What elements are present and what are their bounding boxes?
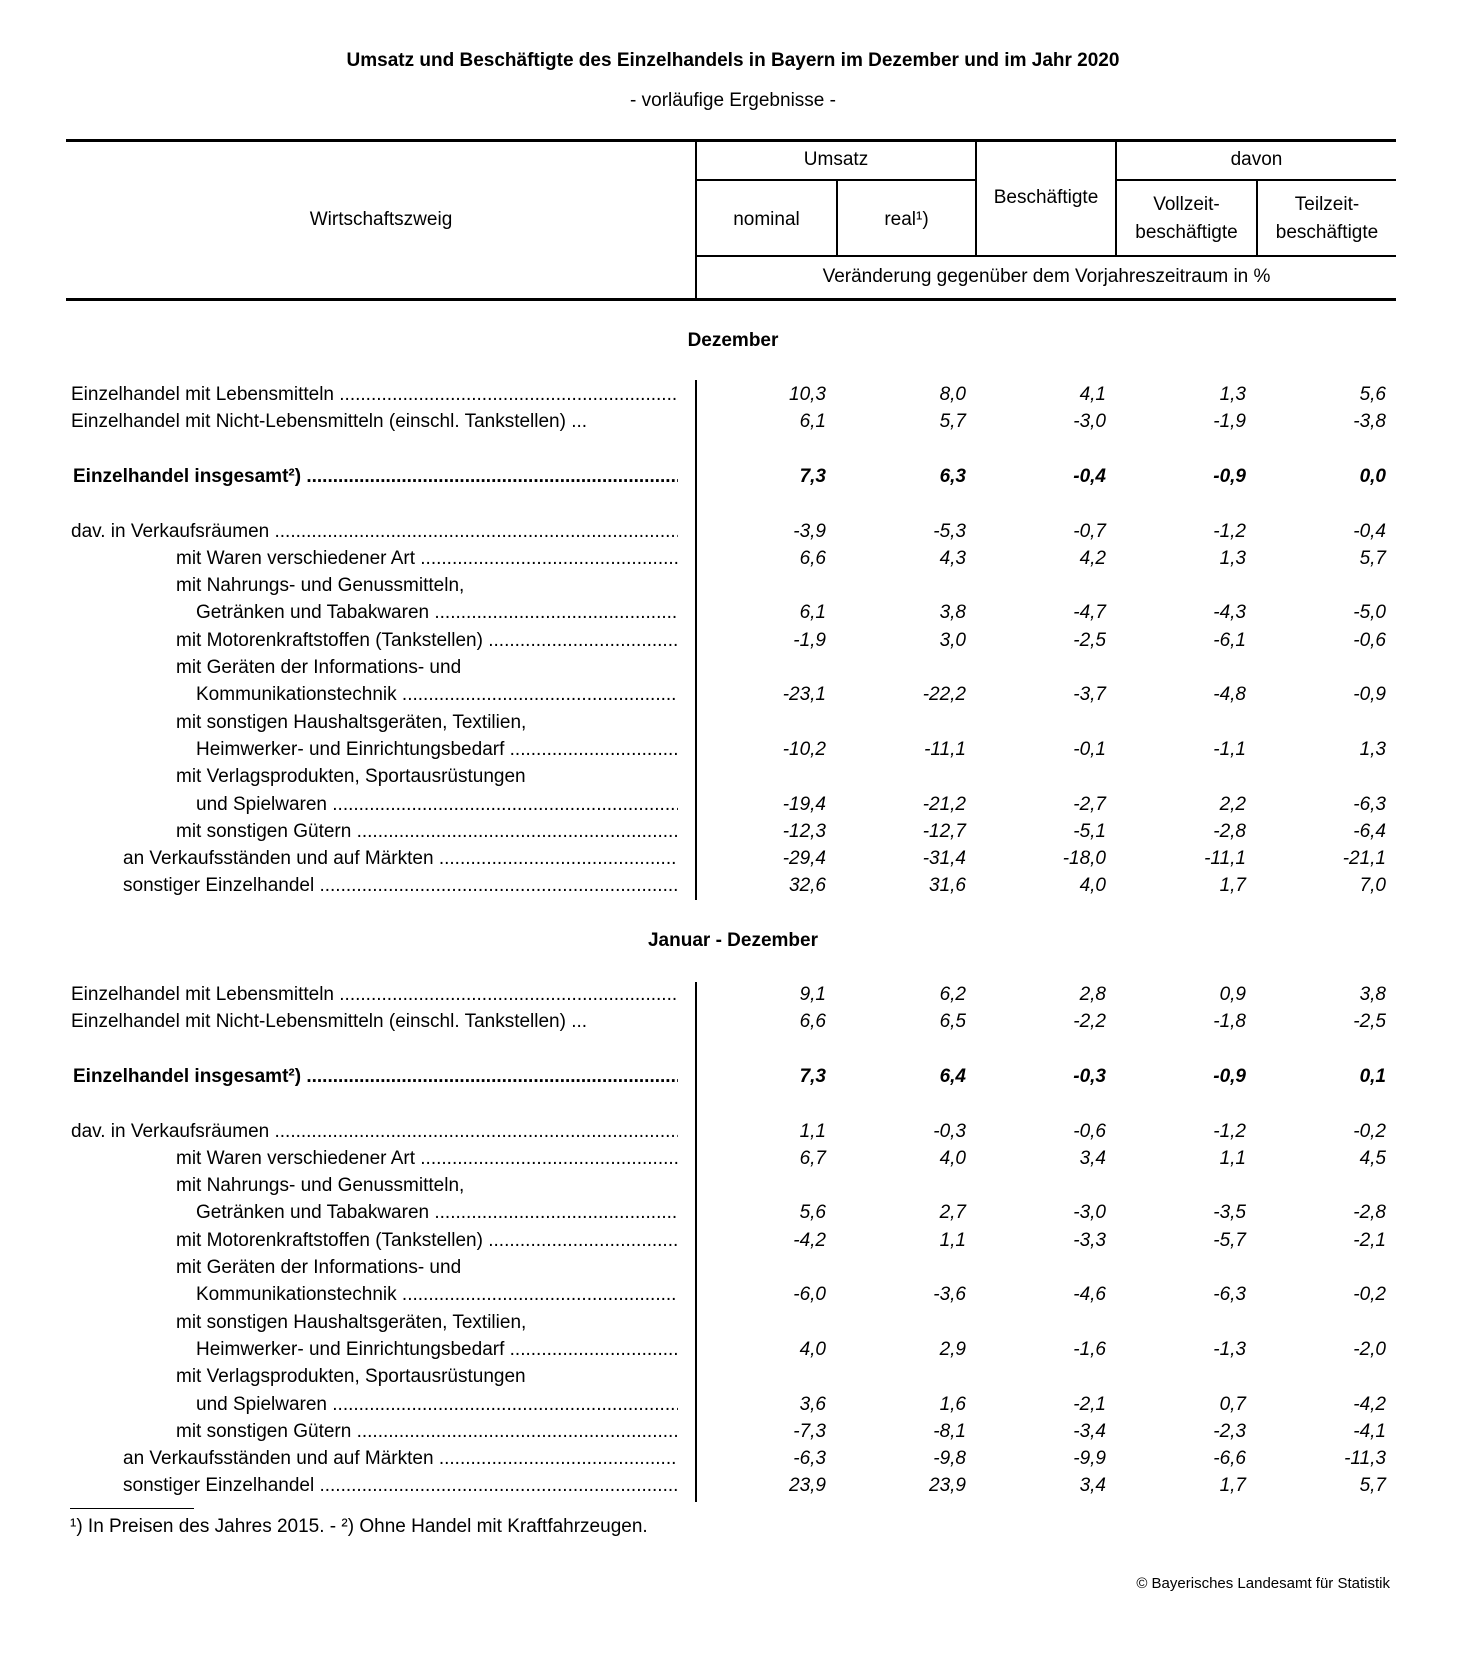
header-teilzeit-line2: beschäftigte <box>1275 222 1379 243</box>
row-label: an Verkaufsständen und auf Märkten ..... <box>123 1448 678 1470</box>
row-label: mit Verlagsprodukten, Sportausrüstungen <box>176 766 526 788</box>
table-row <box>0 384 1466 411</box>
row-value: 4,1 <box>1079 384 1106 405</box>
row-label: mit Waren verschiedener Art ..... <box>176 1148 678 1170</box>
table-row <box>0 521 1466 548</box>
row-value: -7,3 <box>793 1420 826 1442</box>
table-row <box>0 984 1466 1011</box>
table-row <box>0 411 1466 438</box>
row-label: und Spielwaren ..... <box>196 794 678 816</box>
copyright: © Bayerisches Landesamt für Statistik <box>1136 1575 1390 1592</box>
row-value: 3,6 <box>799 1393 826 1415</box>
header-davon: davon <box>1230 149 1283 170</box>
row-value: 6,5 <box>939 1011 966 1033</box>
row-value: -2,1 <box>1353 1229 1386 1251</box>
header-veraenderung: Veränderung gegenüber dem Vorjahreszeitraum in % <box>822 266 1271 287</box>
row-value: -6,4 <box>1353 820 1386 842</box>
row-value: -3,9 <box>793 520 826 542</box>
row-value: 5,6 <box>799 1202 826 1224</box>
row-value: -2,3 <box>1213 1420 1246 1442</box>
footnote-rule <box>70 1508 194 1509</box>
row-label: dav. in Verkaufsräumen ..... <box>71 521 678 543</box>
row-value: -21,1 <box>1342 848 1386 870</box>
row-value: 23,9 <box>929 1475 966 1497</box>
row-value: -3,4 <box>1073 1420 1106 1442</box>
row-value: 6,6 <box>799 547 826 569</box>
row-label: Einzelhandel mit Nicht-Lebensmitteln (einschl. Tankstellen) ... <box>71 1011 588 1033</box>
row-value: -29,4 <box>782 848 826 870</box>
row-value: 0,1 <box>1359 1065 1386 1087</box>
row-label: sonstiger Einzelhandel ..... <box>123 875 678 897</box>
row-value: -10,2 <box>782 738 826 760</box>
row-value: 1,3 <box>1359 738 1386 760</box>
row-value: -6,0 <box>793 1284 826 1306</box>
table-row <box>0 1475 1466 1502</box>
table-row <box>0 821 1466 848</box>
row-value: 4,0 <box>939 1147 966 1169</box>
row-value: 4,0 <box>799 1338 826 1360</box>
row-value: -2,7 <box>1073 793 1106 815</box>
footnote: ¹) In Preisen des Jahres 2015. - ²) Ohne Handel mit Kraftfahrzeugen. <box>70 1516 648 1537</box>
row-value: 6,6 <box>799 1011 826 1033</box>
row-value: 6,1 <box>799 602 826 624</box>
row-value: -0,9 <box>1213 465 1246 487</box>
row-label: Einzelhandel mit Lebensmitteln ..... <box>71 984 678 1006</box>
row-label: mit sonstigen Gütern ..... <box>176 821 678 843</box>
table-row <box>0 466 1466 493</box>
table-row <box>0 712 1466 739</box>
row-value: 1,7 <box>1219 1475 1246 1497</box>
row-value: -2,8 <box>1353 1202 1386 1224</box>
row-label: Getränken und Tabakwaren ..... <box>196 602 678 624</box>
row-value: -0,6 <box>1073 1120 1106 1142</box>
row-value: -2,5 <box>1073 629 1106 651</box>
row-value: -3,0 <box>1073 1202 1106 1224</box>
table-row <box>0 1230 1466 1257</box>
row-value: 3,8 <box>939 602 966 624</box>
header-vollzeit <box>1117 191 1256 247</box>
row-value: 2,9 <box>939 1338 966 1360</box>
row-label: Einzelhandel insgesamt²) ..... <box>73 466 678 488</box>
table-row <box>0 1175 1466 1202</box>
row-value: 0,0 <box>1359 465 1386 487</box>
table-row <box>0 1011 1466 1038</box>
row-label: Heimwerker- und Einrichtungsbedarf ..... <box>196 1339 678 1361</box>
row-value: -1,8 <box>1213 1011 1246 1033</box>
row-label: Kommunikationstechnik ..... <box>196 1284 678 1306</box>
row-value: -23,1 <box>782 684 826 706</box>
row-value: 3,8 <box>1359 984 1386 1005</box>
row-label: Einzelhandel mit Nicht-Lebensmitteln (einschl. Tankstellen) ... <box>71 411 588 433</box>
row-value: -6,3 <box>1213 1284 1246 1306</box>
row-value: 23,9 <box>789 1475 826 1497</box>
header-umsatz: Umsatz <box>803 149 869 170</box>
row-label: mit Geräten der Informations- und <box>176 657 462 678</box>
row-label: mit sonstigen Gütern ..... <box>176 1421 678 1443</box>
row-value: -21,2 <box>922 793 966 815</box>
table-row <box>0 1257 1466 1284</box>
row-value: -19,4 <box>782 793 826 815</box>
row-value: -3,7 <box>1073 684 1106 706</box>
row-label: mit Verlagsprodukten, Sportausrüstungen <box>176 1366 526 1388</box>
row-value: 1,1 <box>939 1229 966 1251</box>
row-value: -6,3 <box>793 1448 826 1470</box>
row-value: -1,1 <box>1213 738 1246 760</box>
table-row <box>0 657 1466 684</box>
row-value: 4,3 <box>939 547 966 569</box>
row-value: 5,7 <box>1359 547 1386 569</box>
row-value: -6,1 <box>1213 629 1246 651</box>
row-value: -0,4 <box>1353 520 1386 542</box>
row-value: 1,1 <box>1219 1147 1246 1169</box>
table-row <box>0 1339 1466 1366</box>
row-label: mit Motorenkraftstoffen (Tankstellen) ..... <box>176 1230 678 1252</box>
row-value: 4,5 <box>1359 1147 1386 1169</box>
row-label: an Verkaufsständen und auf Märkten ..... <box>123 848 678 870</box>
row-value: -2,0 <box>1353 1338 1386 1360</box>
table-row <box>0 875 1466 902</box>
row-value: 1,3 <box>1219 384 1246 405</box>
row-label: Getränken und Tabakwaren ..... <box>196 1202 678 1224</box>
row-value: 4,2 <box>1079 547 1106 569</box>
row-label: Kommunikationstechnik ..... <box>196 684 678 706</box>
row-value: -3,6 <box>933 1284 966 1306</box>
row-label: Einzelhandel insgesamt²) ..... <box>73 1066 678 1088</box>
row-value: 0,7 <box>1219 1393 1246 1415</box>
header-wirtschaftszweig: Wirtschaftszweig <box>309 209 453 230</box>
row-value: 7,3 <box>799 1065 826 1087</box>
table-row <box>0 630 1466 657</box>
row-value: -2,5 <box>1353 1011 1386 1033</box>
row-value: -0,9 <box>1213 1065 1246 1087</box>
row-value: -1,2 <box>1213 520 1246 542</box>
header-beschaeftigte: Beschäftigte <box>993 187 1099 208</box>
header-vollzeit-line2: beschäftigte <box>1135 222 1238 243</box>
row-value: 6,7 <box>799 1147 826 1169</box>
row-value: 2,8 <box>1079 984 1106 1005</box>
row-value: -1,3 <box>1213 1338 1246 1360</box>
row-value: -4,1 <box>1353 1420 1386 1442</box>
row-value: -11,1 <box>924 738 966 760</box>
row-value: -0,7 <box>1073 520 1106 542</box>
row-value: 1,3 <box>1219 547 1246 569</box>
row-value: -5,3 <box>933 520 966 542</box>
table-row <box>0 739 1466 766</box>
row-label: mit Geräten der Informations- und <box>176 1257 462 1278</box>
row-label: und Spielwaren ..... <box>196 1394 678 1416</box>
table-row <box>0 684 1466 711</box>
row-label: mit Motorenkraftstoffen (Tankstellen) ..... <box>176 630 678 652</box>
row-value: -9,9 <box>1073 1448 1106 1470</box>
row-value: -5,0 <box>1353 602 1386 624</box>
table-row <box>0 1121 1466 1148</box>
header-vollzeit-line1: Vollzeit- <box>1153 194 1220 215</box>
row-value: 2,7 <box>939 1202 966 1224</box>
table-row <box>0 1148 1466 1175</box>
row-label: mit sonstigen Haushaltsgeräten, Textilien, <box>176 711 527 733</box>
header-rule-subcols <box>696 255 1396 257</box>
row-value: -0,3 <box>1073 1065 1106 1087</box>
row-value: -0,2 <box>1353 1284 1386 1306</box>
row-value: -6,3 <box>1353 793 1386 815</box>
row-value: 5,7 <box>1359 1475 1386 1497</box>
row-value: -4,8 <box>1213 684 1246 706</box>
row-value: -4,3 <box>1213 602 1246 624</box>
row-value: -2,1 <box>1073 1393 1106 1415</box>
row-value: 0,9 <box>1219 984 1246 1005</box>
row-value: -2,2 <box>1073 1011 1106 1033</box>
row-value: 7,0 <box>1359 875 1386 897</box>
row-label: Heimwerker- und Einrichtungsbedarf ..... <box>196 739 678 761</box>
row-value: 5,7 <box>939 411 966 433</box>
row-value: 9,1 <box>799 984 826 1005</box>
row-value: 7,3 <box>799 465 826 487</box>
page-subtitle: - vorläufige Ergebnisse - <box>630 90 836 111</box>
row-value: 5,6 <box>1359 384 1386 405</box>
row-label: sonstiger Einzelhandel ..... <box>123 1475 678 1497</box>
row-value: -5,1 <box>1073 820 1106 842</box>
row-value: -0,3 <box>933 1120 966 1142</box>
row-value: -3,0 <box>1073 411 1106 433</box>
row-value: 1,1 <box>799 1120 826 1142</box>
table-row <box>0 766 1466 793</box>
table-row <box>0 548 1466 575</box>
table-row <box>0 602 1466 629</box>
row-value: 6,4 <box>939 1065 966 1087</box>
row-value: -1,9 <box>1213 411 1246 433</box>
row-value: -4,2 <box>793 1229 826 1251</box>
row-value: -0,6 <box>1353 629 1386 651</box>
row-value: -1,2 <box>1213 1120 1246 1142</box>
row-value: -3,5 <box>1213 1202 1246 1224</box>
row-value: 10,3 <box>789 384 826 405</box>
row-value: -9,8 <box>933 1448 966 1470</box>
table-row <box>0 794 1466 821</box>
row-value: 3,0 <box>939 629 966 651</box>
row-value: -18,0 <box>1062 848 1106 870</box>
row-value: -0,9 <box>1353 684 1386 706</box>
row-value: -0,1 <box>1073 738 1106 760</box>
row-value: -31,4 <box>922 848 966 870</box>
row-value: -1,6 <box>1073 1338 1106 1360</box>
row-value: 6,3 <box>939 465 966 487</box>
header-teilzeit-line1: Teilzeit- <box>1294 194 1360 215</box>
row-value: 4,0 <box>1079 875 1106 897</box>
row-value: -11,1 <box>1204 848 1246 870</box>
row-value: 3,4 <box>1079 1475 1106 1497</box>
row-value: -4,2 <box>1353 1393 1386 1415</box>
row-value: -12,7 <box>922 820 966 842</box>
row-value: -11,3 <box>1344 1448 1386 1470</box>
row-label: mit sonstigen Haushaltsgeräten, Textilien, <box>176 1311 527 1333</box>
row-value: 6,2 <box>939 984 966 1005</box>
row-value: -0,4 <box>1073 465 1106 487</box>
row-value: -4,6 <box>1073 1284 1106 1306</box>
row-label: mit Nahrungs- und Genussmitteln, <box>176 575 465 597</box>
row-value: 6,1 <box>799 411 826 433</box>
row-value: 3,4 <box>1079 1147 1106 1169</box>
row-value: 32,6 <box>789 875 826 897</box>
table-top-rule <box>66 139 1396 142</box>
table-row <box>0 1066 1466 1093</box>
row-value: 1,7 <box>1219 875 1246 897</box>
table-row <box>0 1421 1466 1448</box>
row-value: -22,2 <box>922 684 966 706</box>
row-value: -0,2 <box>1353 1120 1386 1142</box>
table-row <box>0 1448 1466 1475</box>
table-row <box>0 1202 1466 1229</box>
page-title: Umsatz und Beschäftigte des Einzelhandels in Bayern im Dezember und im Jahr 2020 <box>346 50 1120 71</box>
row-value: -8,1 <box>933 1420 966 1442</box>
row-value: -1,9 <box>793 629 826 651</box>
header-teilzeit <box>1258 191 1396 247</box>
row-value: 1,6 <box>939 1393 966 1415</box>
header-nominal: nominal <box>733 209 800 230</box>
row-label: mit Waren verschiedener Art ..... <box>176 548 678 570</box>
header-bottom-rule <box>66 298 1396 301</box>
table-row <box>0 575 1466 602</box>
table-row <box>0 848 1466 875</box>
row-value: 2,2 <box>1219 793 1246 815</box>
row-value: -5,7 <box>1213 1229 1246 1251</box>
section-title-januar-dezember: Januar - Dezember <box>647 930 818 951</box>
table-row <box>0 1394 1466 1421</box>
row-value: -4,7 <box>1073 602 1106 624</box>
row-value: 31,6 <box>929 875 966 897</box>
row-value: 8,0 <box>939 384 966 405</box>
row-label: Einzelhandel mit Lebensmitteln ..... <box>71 384 678 406</box>
row-value: -6,6 <box>1213 1448 1246 1470</box>
table-row <box>0 1312 1466 1339</box>
row-label: mit Nahrungs- und Genussmitteln, <box>176 1175 465 1197</box>
section-title-dezember: Dezember <box>687 330 779 351</box>
row-value: -2,8 <box>1213 820 1246 842</box>
header-real: real¹) <box>884 209 929 230</box>
table-row <box>0 1284 1466 1311</box>
table-row <box>0 1366 1466 1393</box>
row-value: -3,8 <box>1353 411 1386 433</box>
row-label: dav. in Verkaufsräumen ..... <box>71 1121 678 1143</box>
row-value: -12,3 <box>782 820 826 842</box>
row-value: -3,3 <box>1073 1229 1106 1251</box>
